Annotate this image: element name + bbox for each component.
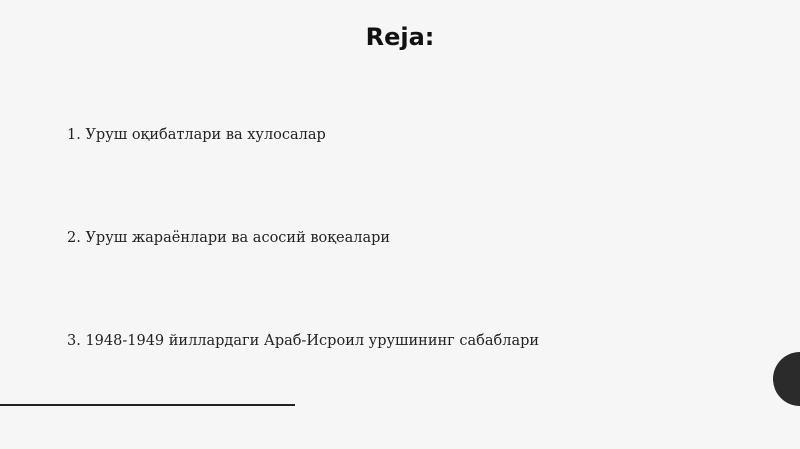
plan-item-3: 3. 1948-1949 йиллардаги Араб-Исроил урушининг сабаблари [67, 333, 540, 349]
bottom-divider-line [0, 404, 295, 406]
plan-item-1: 1. Уруш оқибатлари ва хулосалар [67, 127, 326, 143]
decorative-circle [773, 352, 800, 406]
plan-item-2: 2. Уруш жараёнлари ва асосий воқеалари [67, 230, 391, 246]
slide-title: Reja: [365, 23, 435, 51]
